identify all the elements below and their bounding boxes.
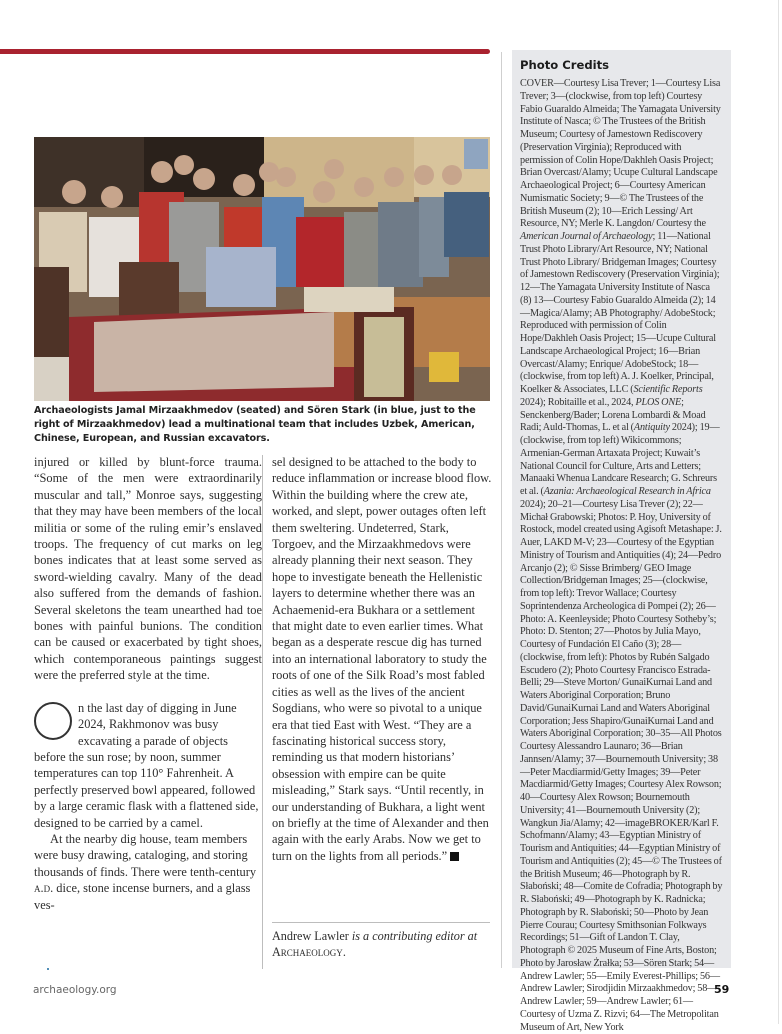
credits-text: 2024); Robitaille et al., 2024, (520, 396, 636, 408)
column-divider (501, 52, 502, 968)
credits-italic: Azania: Archaeological Research in Africa (543, 486, 711, 497)
credits-text: COVER—Courtesy Lisa Trever; 1—Courtesy Lisa Trever; 3—(clockwise, from top left) Courtesy Fabio Guaraldo Almeida; The Yamagata University Institute of Nasca; © The Trustees of the British Museum; Courtesy of Jamestown Rediscovery (Preservation Virginia); Reproduced with permission of Colin Hope/Dakhleh Oasis Project; Brian Overcast/Alamy; Ucupe Cultural Landscape Archaeological Project; 6—Courtesy American Numismatic Society; 9—© The Trustees of the British Museum (2); 10—Erich Lessing/ Art Resource, NY; Merle K. Langdon/ Courtesy the (520, 78, 721, 230)
credits-italic: PLOS ONE (635, 396, 682, 408)
sidebar-title: Photo Credits (520, 58, 610, 72)
photo-caption: Archaeologists Jamal Mirzaakhmedov (seated) and Sören Stark (in blue, just to the right of Mirzaakhmedov) lead a multinational team that includes Uzbek, American, Chinese, European, and Russian excavators. (34, 405, 476, 444)
article-paragraph: injured or killed by blunt-force trauma. “Some of the men were extraordinarily muscular and tall,” Monroe says, suggesting that they may have been members of the local militia or some of the ruling emir’s enslaved troops. The frequency of cut marks on leg bones indicates that at least some served as sword-wielding cavalry. Many of the dead also suffered from the demands of fashion. Several skeletons the team unearthed had toe bones with painful bunions. The condition can be caused or exacerbated by tight shoes, which contemporaneous paintings suggest were the preferred style at the time. (34, 455, 262, 683)
era-abbreviation: a.d. (34, 881, 54, 896)
article-paragraph (272, 454, 494, 864)
team-group-photo (34, 137, 490, 401)
page-edge-line (778, 0, 779, 1024)
page-number: 59 (714, 983, 730, 996)
author-bio (272, 928, 494, 961)
article-paragraph: n the last day of digging in June 2024, Rakhmonov was busy excavating a parade of objects before the sun rose; by noon, summer temperatures can top 110° Fahrenheit. A perfectly preserved bowl appeared, followed by a large ceramic flask with a flattened side, designed to be carried by a camel. (34, 700, 259, 830)
column-divider (262, 455, 263, 969)
credits-text: ; 11—National Trust Photo Library/Art Resource, NY; National Trust Photo Library/ Bridgeman Images; Courtesy of Jamestown Rediscovery (Preservation Virginia); 12—The Yamagata University Institute of Nasca (8) 13—Courtesy Fabio Guaraldo Almeida (2); 14—Magica/Alamy; AB Photography/ AdobeStock; Reproduced with permission of Colin Hope/Dakhleh Oasis Project; 15—Ucupe Cultural Landscape Archaeological Project; 16—Brian Overcast/Alamy; Enrique/ AdobeStock; 18—(clockwise, from top left) A. J. Koelker, Principal, Koelker & Associates, LLC ( (520, 231, 720, 395)
bio-divider (272, 922, 490, 923)
photo-credits-list (520, 78, 723, 1034)
text-run: . (342, 945, 346, 960)
credits-italic: Antiquity (633, 422, 670, 434)
credits-text: 2024); 20–21—Courtesy Lisa Trever (2); 22—Michał Grabowski; Photos: P. Hoy, University of Rostock, model created using Agisoft Metashape: J. Auer, LAKD M-V; 23—Courtesy of the Egyptian Ministry of Tourism and Antiquities (4); 24—Pedro Arcanjo (2); © Sisse Brimberg/ GEO Image Collection/Bridgeman Images; 25—(clockwise, from top left): Trevor Wallace; Courtesy Soprintendenza Archeologica di Pompei (2); 26—Photo: A. Keenleyside; Photo Courtesy Sotheby’s; Photo: D. Stenton; 27—Photos by Julia Mayo, Courtesy of Fundación El Caño (3); 28—(clockwise, from left): Photos by Rubén Salgado Escudero (2); Photo Courtesy Francisco Estrada-Belli; 29—Steve Morton/ GunaiKurnai Land and Waters Aboriginal Corporation; Bruno David/GunaiKurnai Land and Waters Aboriginal Corporation; Jess Shapiro/GunaiKurnai Land and Waters Aboriginal Corporation; 30–35—All Photos Courtesy Alessandro Launaro; 36—Brian Jannsen/Alamy; 37—Bournemouth University; 38—Peter Macdiarmid/Getty Images; 39—Peter Macdiarmid/Getty Images; Courtesy Alex Rowson; 40—Courtesy Alex Rowson; Bournemouth University; 41—Bournemouth University (2); Wangkun Jia/Alamy; 42—imageBROKER/Karl F. Schofmann/Alamy; 43—Egyptian Ministry of Tourism and Antiquities; 44—Egyptian Ministry of Tourism and Antiquities (2); 45—© The Trustees of the British Museum; 46—Photograph by R. Słaboński; 48—Comite de Cofradia; Photograph by R. Słaboński; 49—Photograph by K. Radnicka; Photograph by R. Słaboński; 50—Photo by Jean Pierre Courau; Courtesy Smithsonian Folkways Recordings; 51—Gift of Landon T. Clay, Photograph © 2025 Museum of Fine Arts, Boston; Photo by Jarosław Żrałka; 53—Sören Stark; 54—Andrew Lawler; 55—Emily Everest-Phillips; 56—Andrew Lawler; Sirodjidin Mirzaakhmedov; 58—Andrew Lawler; 59—Andrew Lawler; 61—Courtesy of Uzma Z. Rizvi; 64—The Metropolitan Museum of Art, New York (520, 498, 723, 1033)
section-divider-rule (0, 49, 490, 54)
article-column-2 (272, 454, 494, 864)
dropcap-paragraph (34, 700, 262, 831)
footer-site-link[interactable]: archaeology.org (33, 984, 117, 996)
group-photo-image (34, 137, 490, 401)
article-paragraph (34, 831, 262, 913)
magazine-name: Archaeology (272, 945, 343, 960)
bio-text: is a contributing editor at (348, 929, 478, 943)
article-column-1 (34, 454, 262, 913)
text-run: dice, stone incense burners, and a glass ves- (34, 881, 251, 912)
text-run: At the nearby dig house, team members were busy drawing, cataloging, and storing thousands of finds. There were tenth-century (34, 831, 257, 879)
author-name: Andrew Lawler (272, 929, 349, 943)
dropcap-letter-o (34, 702, 72, 740)
end-mark-icon (450, 852, 459, 861)
credits-italic: Scientific Reports (633, 384, 703, 395)
credits-text: ; Senckenberg/Bader; Lorena Lombardi & Moad Radi; Auld-Thomas, L. et al ( (520, 396, 706, 434)
text-run: sel designed to be attached to the body to reduce inflammation or increase blood flow. Within the building where the crew ate, worked, and slept, power outages often left them sweltering. Undeterred, Stark, Torgoev, and the Mirzaakhmedovs were already planning their next season. They hope to investigate beneath the Hellenistic layers to determine whether there was an Achaemenid-era Bukhara or a settlement that might date to even earlier times. What began as a desperate rescue dig has turned into an international laboratory to study the roots of one of the Silk Road’s most fabled cities as well as the lives of the ancient Sogdians, who were so pivotal to a unique era that tied East with West. “They are a fascinating historical success story, reminding us that modern historians’ obsession with empire can be quite misleading,” Stark says. “Until recently, in our understanding of Bukhara, a light went on briefly at the time of Alexander and then again with the early Arabs. Now we get to turn on the lights from all periods.” (272, 455, 492, 863)
credits-text: 2024); 19—(clockwise, from top left) Wikicommons; Armenian-German Artaxata Project; Kuwait’s National Council for Culture, Arts and Letters; Manaaki Whenua Landcare Research; G. Schreurs et al. ( (520, 422, 720, 497)
credits-italic: American Journal of Archaeology (520, 231, 653, 242)
photo-credits-sidebar (512, 50, 731, 1033)
stray-dot (47, 968, 49, 970)
